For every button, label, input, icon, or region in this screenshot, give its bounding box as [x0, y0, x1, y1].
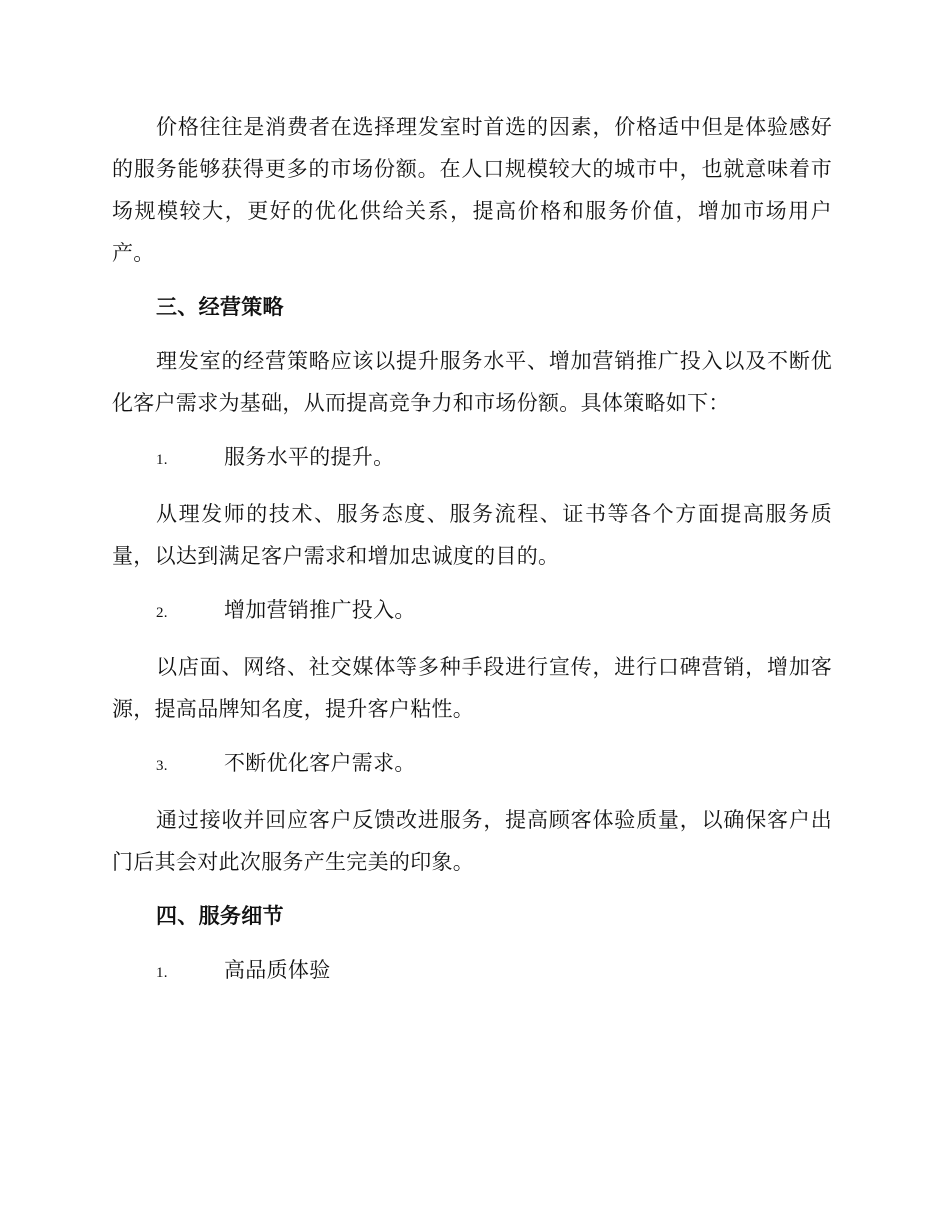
- paragraph-service-level: 从理发师的技术、服务态度、服务流程、证书等各个方面提高服务质量，以达到满足客户需求和增加忠诚度的目的。: [112, 502, 832, 568]
- list-number: 1.: [156, 452, 168, 468]
- list-number: 3.: [156, 758, 168, 774]
- list-item-text: 高品质体验: [224, 958, 331, 982]
- paragraph-pricing: 价格往往是消费者在选择理发室时首选的因素，价格适中但是体验感好的服务能够获得更多的市场份额。在人口规模较大的城市中，也就意味着市场规模较大，更好的优化供给关系，提高价格和服务价值，增加市场用户产。: [112, 115, 832, 265]
- list-item-text: 不断优化客户需求。: [224, 751, 416, 775]
- section-heading-service-details: 四、服务细节: [156, 903, 284, 928]
- list-item-marketing: [112, 589, 832, 634]
- list-item-text: 增加营销推广投入。: [224, 598, 416, 622]
- section-heading-business-strategy: 三、经营策略: [156, 294, 284, 319]
- list-item-customer-needs: [112, 742, 832, 787]
- list-item-quality-experience: [112, 949, 832, 994]
- paragraph-marketing: 以店面、网络、社交媒体等多种手段进行宣传，进行口碑营销，增加客源，提高品牌知名度，提升客户粘性。: [112, 655, 832, 721]
- list-number: 2.: [156, 605, 168, 621]
- paragraph-strategy-intro: 理发室的经营策略应该以提升服务水平、增加营销推广投入以及不断优化客户需求为基础，从而提高竞争力和市场份额。具体策略如下：: [112, 349, 832, 415]
- list-item-text: 服务水平的提升。: [224, 445, 395, 469]
- list-number: 1.: [156, 965, 168, 981]
- document-body: [112, 106, 832, 1006]
- list-item-service-level: [112, 436, 832, 481]
- paragraph-customer-needs: 通过接收并回应客户反馈改进服务，提高顾客体验质量，以确保客户出门后其会对此次服务产生完美的印象。: [112, 808, 832, 874]
